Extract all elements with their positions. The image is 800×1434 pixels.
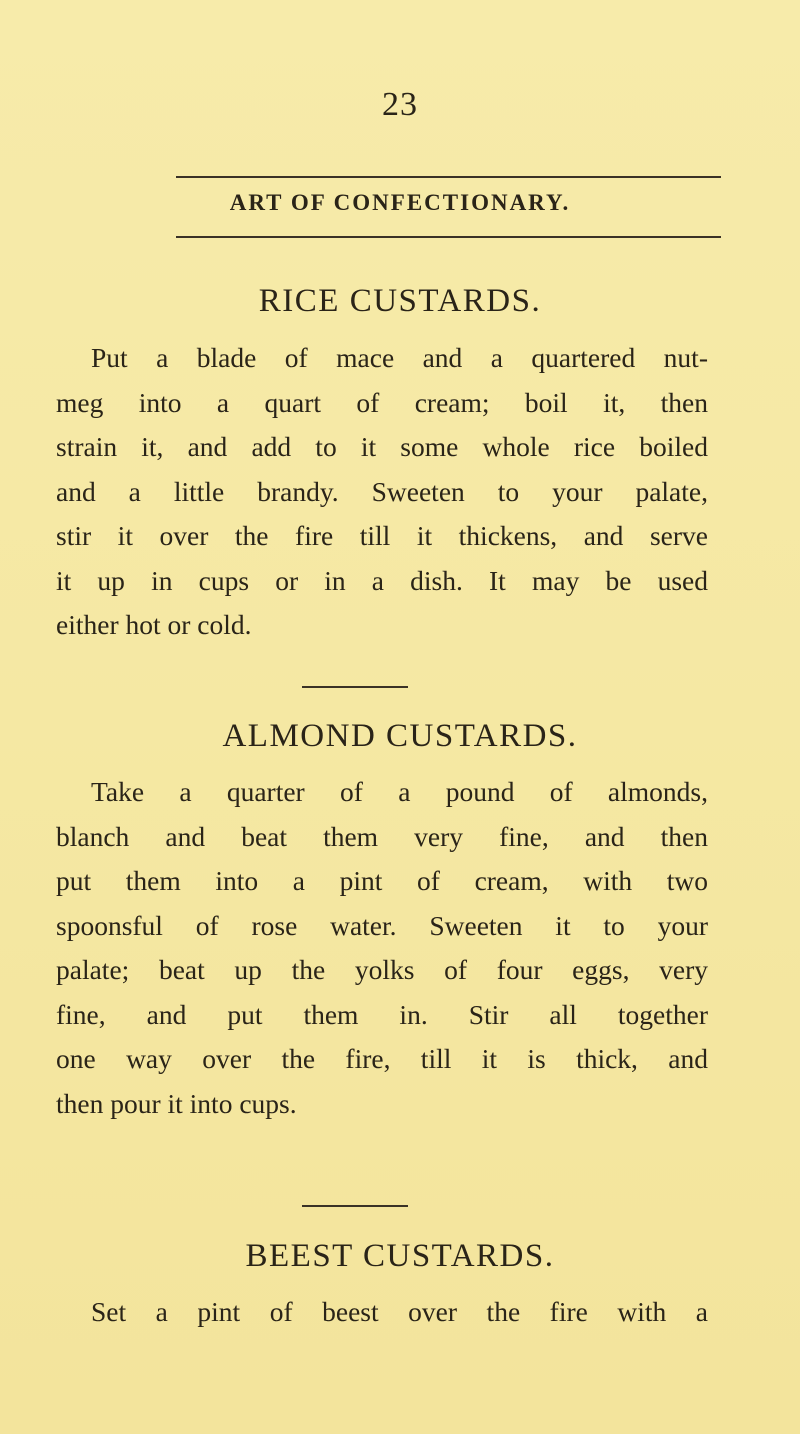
header-rule-bottom (176, 236, 721, 238)
text-line: then pour it into cups. (56, 1087, 297, 1119)
text-line: it up in cups or in a dish. It may be used (56, 564, 708, 596)
text-line: blanch and beat them very fine, and then (56, 820, 708, 852)
running-head: ART OF CONFECTIONARY. (229, 190, 571, 215)
text-line: either hot or cold. (56, 609, 252, 640)
paragraph-beest-custards (56, 1290, 708, 1335)
text-line: and a little brandy. Sweeten to your palate, (56, 475, 708, 507)
section-title-almond-custards: ALMOND CUSTARDS. (222, 718, 578, 754)
text-line: one way over the fire, till it is thick, and (56, 1043, 708, 1074)
text-line: meg into a quart of cream; boil it, then (56, 386, 708, 418)
text-line: palate; beat up the yolks of four eggs, very (56, 954, 708, 985)
section-title-beest-custards: BEEST CUSTARDS. (245, 1238, 555, 1274)
section-separator (302, 686, 408, 688)
text-line: stir it over the fire till it thickens, and serve (56, 520, 708, 551)
text-line: Set a pint of beest over the fire with a (91, 1296, 708, 1327)
section-separator (302, 1205, 408, 1207)
section-title-rice-custards: RICE CUSTARDS. (258, 283, 542, 319)
text-line: Take a quarter of a pound of almonds, (91, 776, 708, 807)
page-number: 23 (382, 86, 418, 123)
paragraph-almond-custards (56, 770, 708, 1126)
text-line: strain it, and add to it some whole rice boiled (56, 431, 708, 462)
text-line: Put a blade of mace and a quartered nut- (91, 342, 708, 373)
header-rule-top (176, 176, 721, 178)
paragraph-rice-custards (56, 336, 708, 648)
text-line: fine, and put them in. Stir all together (56, 998, 708, 1030)
text-line: spoonsful of rose water. Sweeten it to your (56, 909, 708, 941)
text-line: put them into a pint of cream, with two (56, 865, 708, 896)
